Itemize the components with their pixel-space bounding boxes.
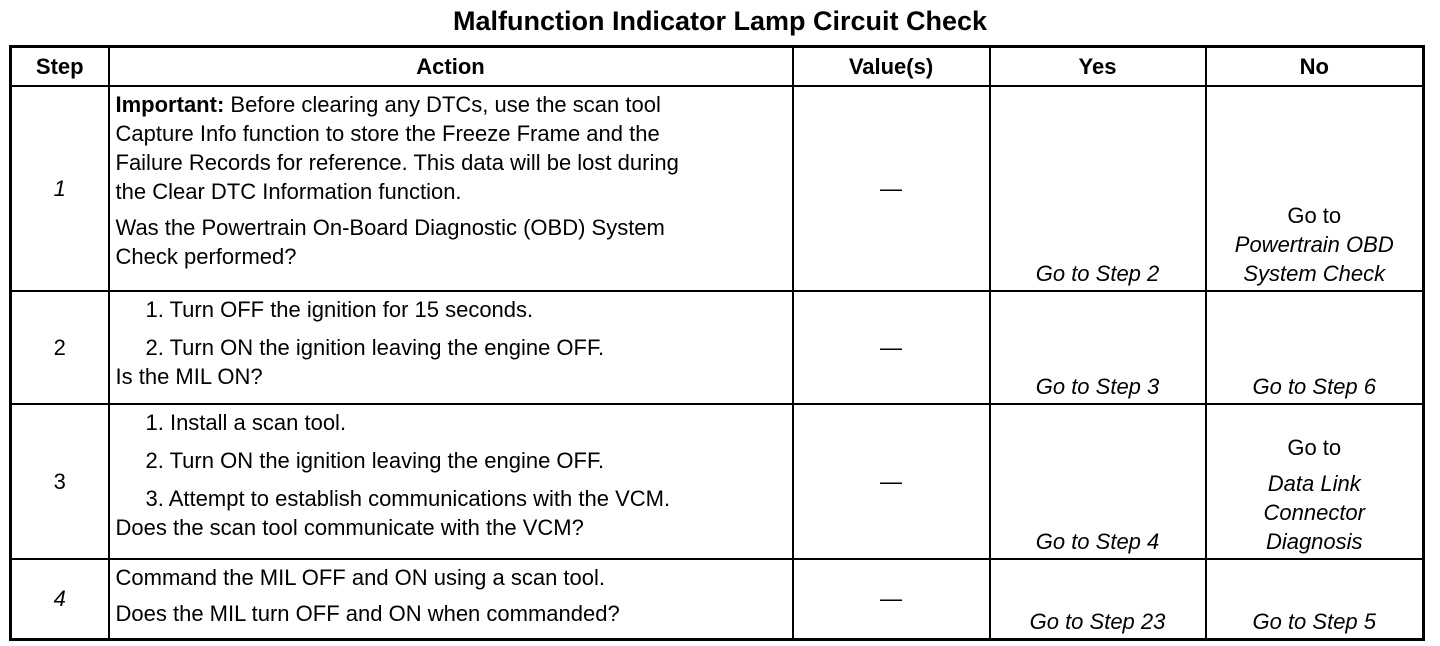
- header-no: No: [1206, 47, 1424, 87]
- header-action: Action: [109, 47, 793, 87]
- yes-cell: Go to Step 2: [990, 86, 1206, 291]
- question-text: Check performed?: [115, 244, 297, 269]
- list-item: 2. Turn ON the ignition leaving the engine OFF.: [145, 335, 605, 360]
- header-yes: Yes: [990, 47, 1206, 87]
- header-row: [11, 47, 1424, 87]
- important-label: Important:: [115, 92, 225, 117]
- action-cell: [109, 291, 793, 404]
- step-number: 4: [11, 559, 109, 639]
- value-cell: —: [793, 404, 990, 559]
- table-row: [11, 559, 1424, 639]
- no-cell: Go to Step 5: [1206, 559, 1424, 639]
- no-cell: Go to Step 6: [1206, 291, 1424, 404]
- question-text: Is the MIL ON?: [115, 364, 263, 389]
- no-cell: Go to Powertrain OBD System Check: [1206, 86, 1424, 291]
- value-cell: —: [793, 86, 990, 291]
- page-title: Malfunction Indicator Lamp Circuit Check: [452, 6, 988, 36]
- value-cell: —: [793, 291, 990, 404]
- table-row: [11, 86, 1424, 291]
- header-step: Step: [11, 47, 109, 87]
- action-cell: [109, 559, 793, 639]
- table-row: [11, 404, 1424, 559]
- list-item: 1. Turn OFF the ignition for 15 seconds.: [145, 297, 534, 322]
- diagnostic-table: [9, 45, 1425, 641]
- list-item: 1. Install a scan tool.: [145, 410, 347, 435]
- question-text: Does the scan tool communicate with the VCM?: [115, 515, 584, 540]
- header-values: Value(s): [793, 47, 990, 87]
- step-number: 2: [11, 291, 109, 404]
- value-cell: —: [793, 559, 990, 639]
- yes-cell: Go to Step 4: [990, 404, 1206, 559]
- step-number: 3: [11, 404, 109, 559]
- question-text: Does the MIL turn OFF and ON when commanded?: [115, 601, 620, 626]
- list-item: 3. Attempt to establish communications with the VCM.: [145, 486, 671, 511]
- question-text: Was the Powertrain On-Board Diagnostic (OBD) System: [115, 215, 665, 240]
- table-row: [11, 291, 1424, 404]
- no-cell: Go to Data Link Connector Diagnosis: [1206, 404, 1424, 559]
- important-note: Important: Before clearing any DTCs, use the scan tool: [115, 92, 661, 117]
- action-text: Command the MIL OFF and ON using a scan tool.: [115, 565, 606, 590]
- step-number: 1: [11, 86, 109, 291]
- yes-cell: Go to Step 3: [990, 291, 1206, 404]
- action-cell: [109, 404, 793, 559]
- yes-cell: Go to Step 23: [990, 559, 1206, 639]
- action-cell: Important: Before clearing any DTCs, use the scan tool Capture Info function to store the Freeze Frame and the Failure Records for reference. This data will be lost during the Clear DTC Information function. Was the Powertrain On-Board Diagnostic (OBD) System Check performed?: [109, 86, 793, 291]
- list-item: 2. Turn ON the ignition leaving the engine OFF.: [145, 448, 605, 473]
